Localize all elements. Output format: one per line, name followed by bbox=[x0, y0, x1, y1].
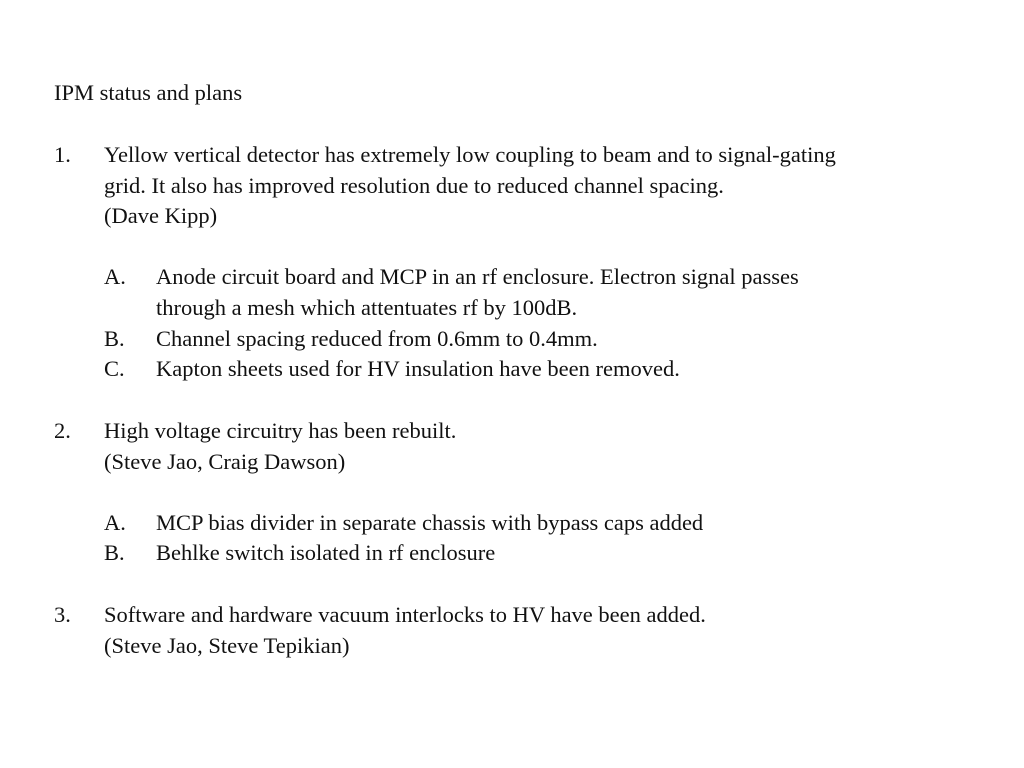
sub-item-letter: B. bbox=[104, 325, 125, 351]
item-body bbox=[104, 140, 974, 385]
sub-item-text bbox=[156, 508, 974, 539]
item-number: 3. bbox=[54, 602, 71, 627]
sub-item-text bbox=[156, 324, 974, 355]
sub-item-line: Kapton sheets used for HV insulation have been removed. bbox=[156, 356, 680, 382]
item-body bbox=[104, 416, 974, 569]
sub-item-line: Behlke switch isolated in rf enclosure bbox=[156, 540, 496, 566]
sub-item-b bbox=[104, 324, 974, 355]
item-author: (Steve Jao, Craig Dawson) bbox=[104, 448, 346, 474]
item-text-line: grid. It also has improved resolution due to reduced channel spacing. bbox=[104, 172, 724, 198]
sub-item-line: MCP bias divider in separate chassis with bypass caps added bbox=[156, 509, 704, 535]
item-number: 1. bbox=[54, 142, 71, 167]
sub-item-text bbox=[156, 354, 974, 385]
slide-title: IPM status and plans bbox=[54, 80, 243, 105]
list-item-1 bbox=[54, 140, 974, 385]
sub-item-c bbox=[104, 354, 974, 385]
sub-item-a bbox=[104, 508, 974, 539]
item-body bbox=[104, 600, 974, 661]
sub-list bbox=[104, 508, 974, 569]
sub-item-letter: A. bbox=[104, 509, 126, 535]
sub-item-line: through a mesh which attentuates rf by 100dB. bbox=[156, 294, 578, 320]
sub-item-line: Channel spacing reduced from 0.6mm to 0.4mm. bbox=[156, 325, 598, 351]
sub-list bbox=[104, 262, 974, 384]
sub-item-letter: B. bbox=[104, 540, 125, 566]
item-author: (Steve Jao, Steve Tepikian) bbox=[104, 632, 350, 658]
sub-item-a bbox=[104, 262, 974, 323]
item-text-line: High voltage circuitry has been rebuilt. bbox=[104, 418, 457, 443]
item-text-line: Yellow vertical detector has extremely low coupling to beam and to signal-gating bbox=[104, 142, 836, 167]
sub-item-text bbox=[156, 538, 974, 569]
sub-item-letter: C. bbox=[104, 356, 125, 382]
sub-item-text bbox=[156, 262, 974, 323]
list-item-2 bbox=[54, 416, 974, 569]
sub-item-letter: A. bbox=[104, 264, 126, 290]
sub-item-line: Anode circuit board and MCP in an rf enclosure. Electron signal passes bbox=[156, 264, 799, 290]
item-number: 2. bbox=[54, 418, 71, 443]
item-author: (Dave Kipp) bbox=[104, 203, 218, 229]
item-text-line: Software and hardware vacuum interlocks to HV have been added. bbox=[104, 602, 706, 627]
list-item-3 bbox=[54, 600, 974, 661]
sub-item-b bbox=[104, 538, 974, 569]
